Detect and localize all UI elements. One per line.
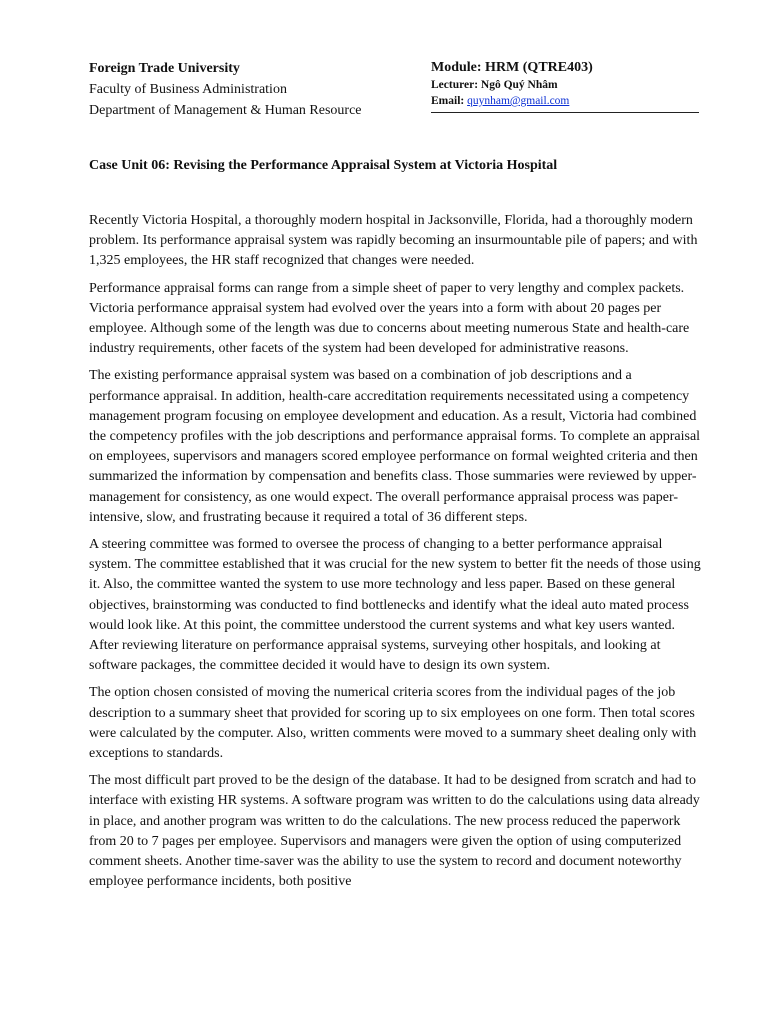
paragraph: A steering committee was formed to oversee the process of changing to a better performance appraisal system. The committee established that it was crucial for the new system to better fit the needs of those using it. Also, the committee wanted the system to use more technology and less paper. Based on these general objectives, brainstorming was conducted to find bottlenecks and identify what the ideal auto mated process would look like. At this point, the committee understood the current systems and what key users wanted. After reviewing literature on performance appraisal systems, surveying other hospitals, and looking at software packages, the committee decided it would have to design its own system.	[89, 537, 701, 674]
university-name: Foreign Trade University	[89, 61, 240, 76]
paragraph: The existing performance appraisal system was based on a combination of job descriptions and a performance appraisal. In addition, health-care accreditation requirements necessitated using a competency management program focusing on employee development and education. As a result, Victoria had combined the competency profiles with the job descriptions and performance appraisal forms. To complete an appraisal on employees, supervisors and managers scored employee performance on formal weighted criteria and then summarized the information by compensation and benefits class. Those summaries were reviewed by upper-management for consistency, as one would expect. The overall performance appraisal process was paper-intensive, slow, and frustrating because it required a total of 36 different steps.	[89, 368, 701, 525]
department-name: Department of Management & Human Resource	[89, 103, 362, 118]
module-code: Module: HRM (QTRE403)	[431, 60, 593, 75]
paragraph: The most difficult part proved to be the design of the database. It had to be designed from scratch and had to interface with existing HR systems. A software program was written to do the calculations using data already in place, and another program was written to do the calculations. The new process reduced the paperwork from 20 to 7 pages per employee. Supervisors and managers were given the option of using computerized comment sheets. Another time-saver was the ability to use the system to record and document noteworthy employee performance incidents, both positive	[89, 773, 700, 890]
faculty-name: Faculty of Business Administration	[89, 82, 287, 97]
module-block	[431, 58, 699, 113]
case-title: Case Unit 06: Revising the Performance Appraisal System at Victoria Hospital	[89, 158, 558, 173]
institution-block	[89, 58, 409, 121]
paragraph: Recently Victoria Hospital, a thoroughly modern hospital in Jacksonville, Florida, had a thoroughly modern problem. Its performance appraisal system was rapidly becoming an insurmountable pile of papers; and with 1,325 employees, the HR staff recognized that changes were needed.	[89, 213, 698, 269]
lecturer-name: Lecturer: Ngô Quý Nhâm	[431, 79, 558, 91]
email-line	[431, 93, 699, 109]
email-label: Email:	[431, 95, 465, 107]
paragraph: The option chosen consisted of moving the numerical criteria scores from the individual pages of the job description to a summary sheet that provided for scoring up to six employees on one form. Then total scores were calculated by the computer. Also, written comments were moved to a summary sheet dealing only with exceptions to standards.	[89, 685, 697, 762]
email-link[interactable]: quynham@gmail.com	[467, 95, 570, 107]
paragraph: Performance appraisal forms can range from a simple sheet of paper to very lengthy and complex packets. Victoria performance appraisal system had evolved over the years into a form with about 20 pages per employee. Although some of the length was due to concerns about meeting numerous State and health-care industry requirements, other facets of the system had been developed for administrative reasons.	[89, 280, 690, 357]
case-body	[89, 211, 701, 900]
